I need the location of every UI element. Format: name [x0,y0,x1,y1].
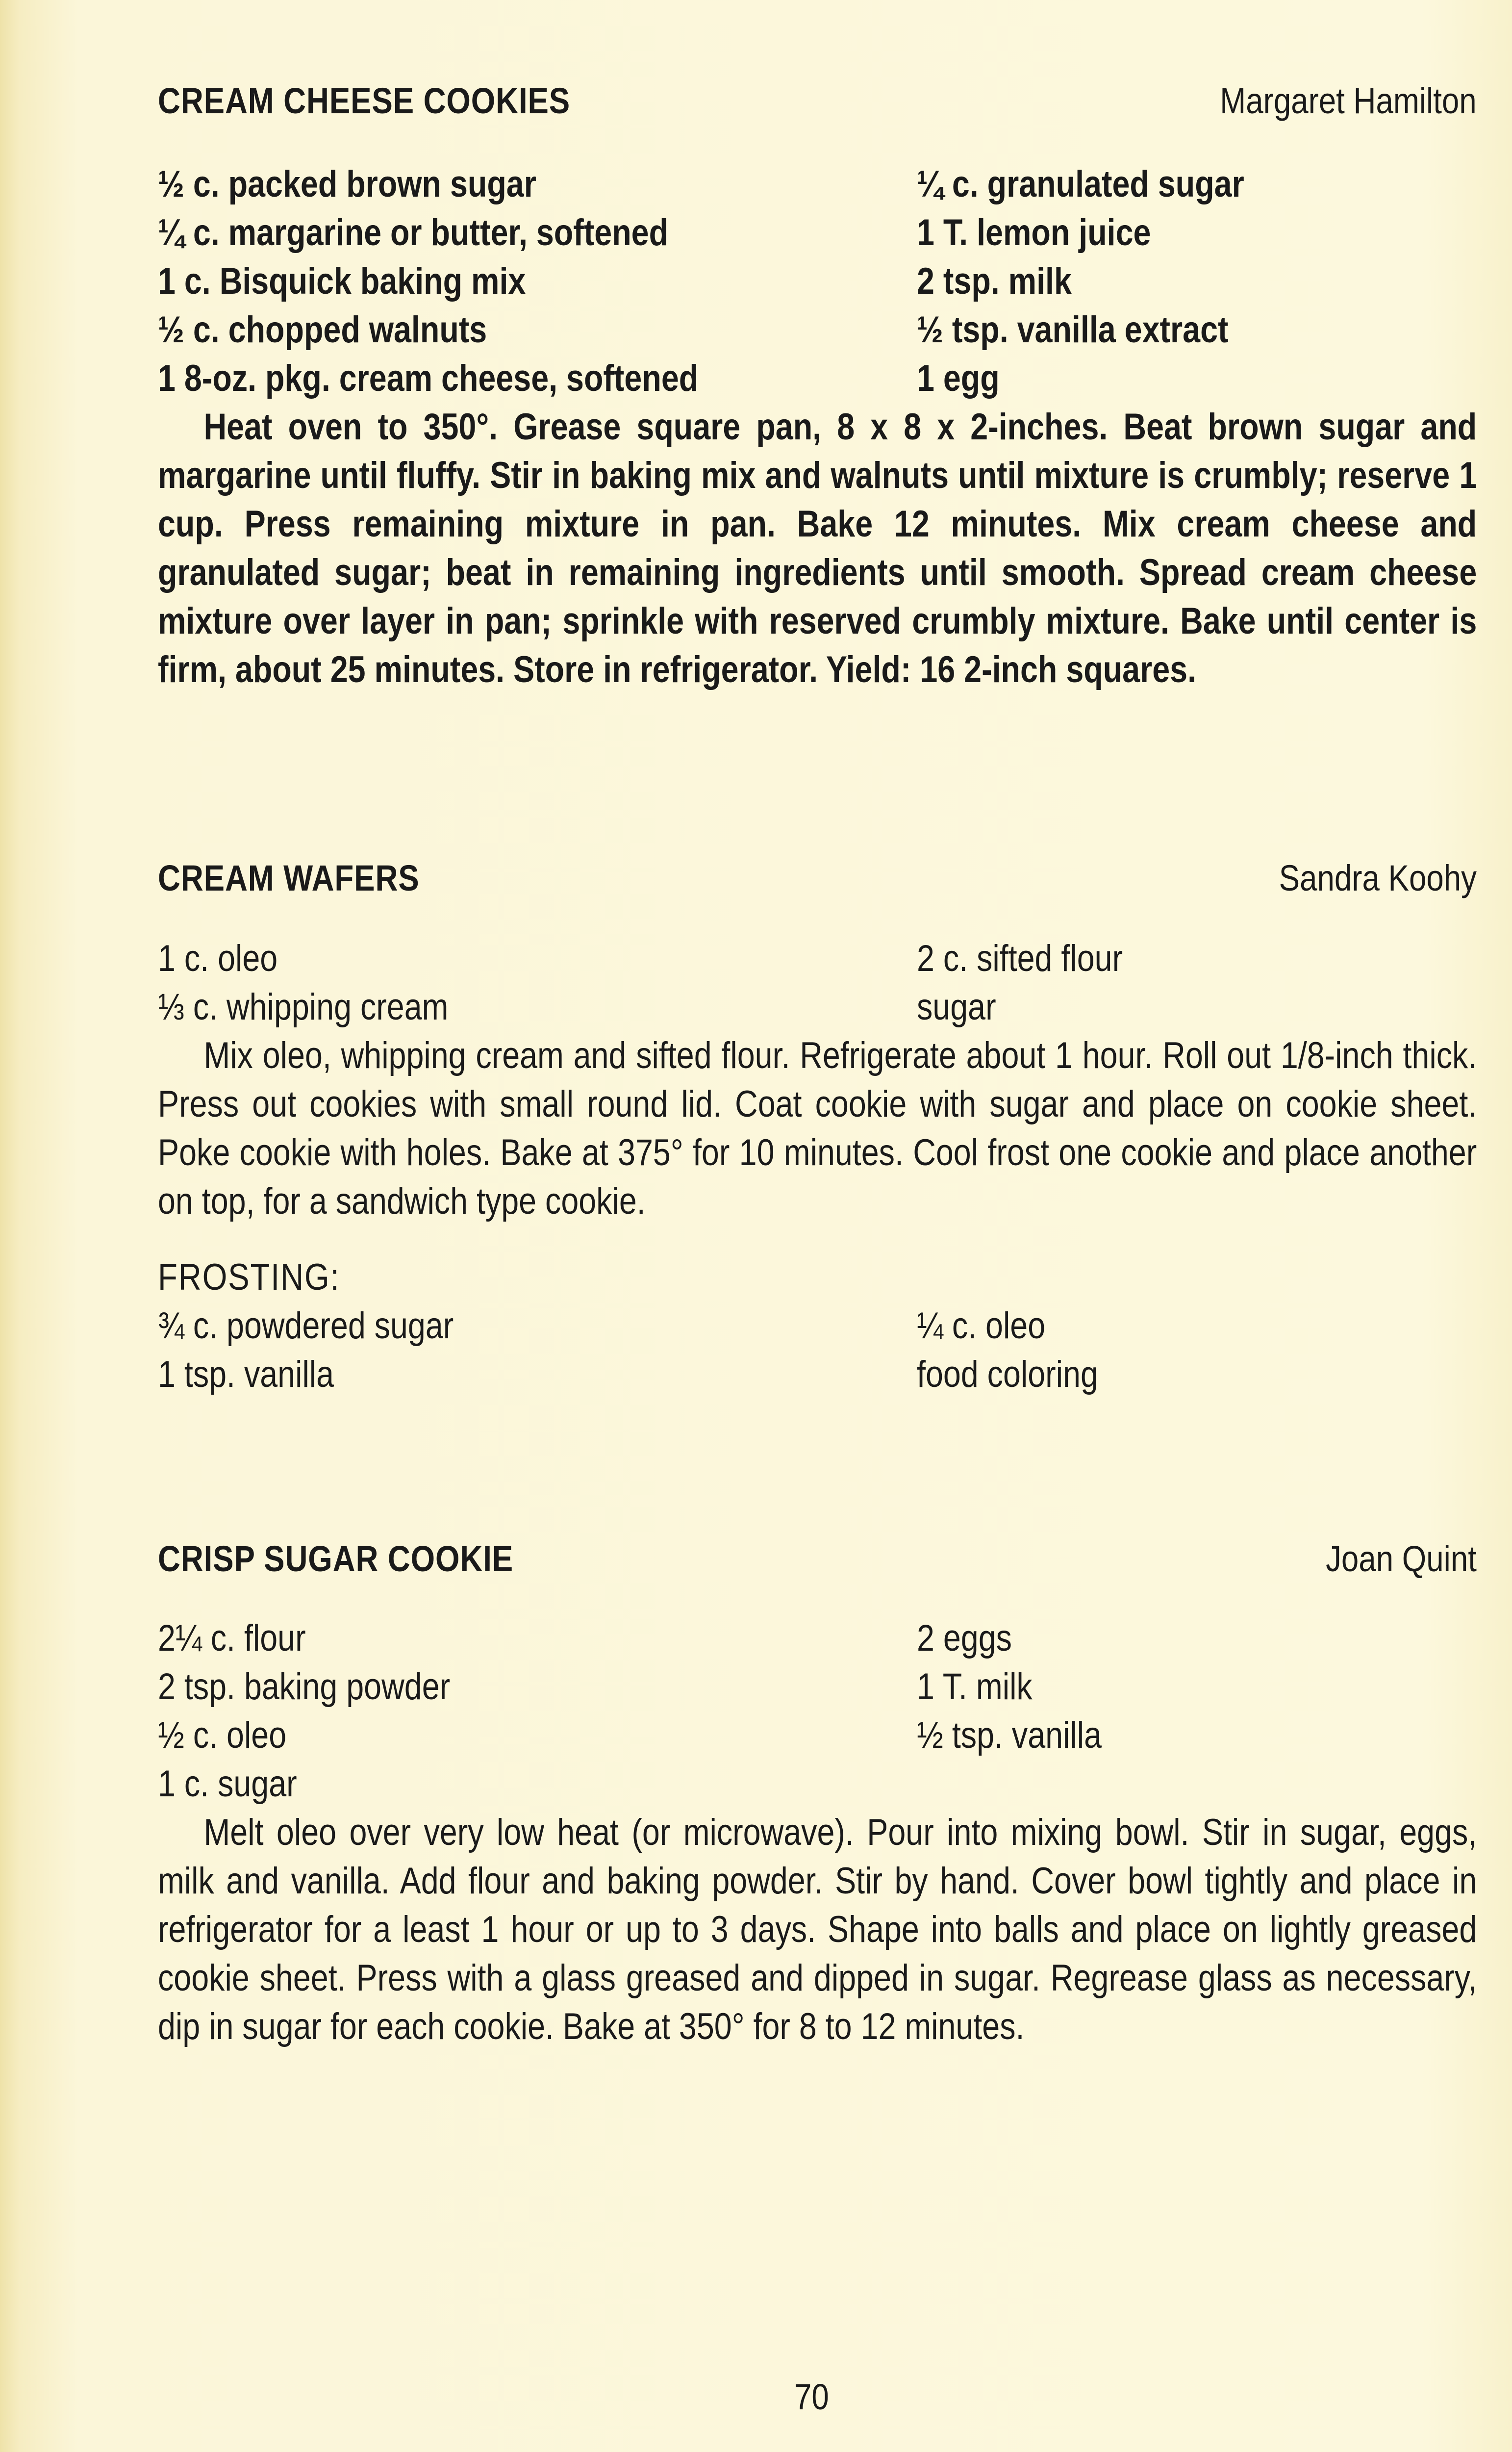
ingredient-list [158,934,1477,1031]
ingredient-list [158,1614,1477,1808]
recipe-title: CRISP SUGAR COOKIE [158,1538,514,1579]
recipe-author: Joan Quint [1326,1538,1477,1579]
ingredient: 1 T. milk [917,1666,1033,1708]
ingredient: ⅓ c. whipping cream [158,986,449,1028]
recipe-title: CREAM WAFERS [158,858,420,898]
ingredient: 1 T. lemon juice [917,212,1151,254]
ingredient: 1 egg [917,358,1000,399]
ingredient: 1 c. sugar [158,1763,297,1805]
ingredient-empty [917,1760,1393,1808]
ingredient: ½ tsp. vanilla [917,1714,1102,1756]
ingredient: 2 tsp. baking powder [158,1666,451,1708]
recipe-directions: Heat oven to 350°. Grease square pan, 8 x 8 x 2-inches. Beat brown sugar and margarine until fluffy. Stir in baking mix and walnuts until mixture is crumbly; reserve 1 cup. Press remaining mixture in pan. Bake 12 minutes. Mix cream cheese and granulated sugar; beat in remaining ingredients until smooth. Spread cream cheese mixture over layer in pan; sprinkle with reserved crumbly mixture. Bake until center is firm, about 25 minutes. Store in refrigerator. Yield: 16 2-inch squares. [158,406,1477,690]
ingredient: ¼ c. granulated sugar [917,163,1244,205]
ingredient: ¾ c. powdered sugar [158,1305,454,1347]
frosting-heading: FROSTING: [158,1256,340,1298]
ingredient: 2 eggs [917,1617,1012,1659]
recipe-cream-wafers [158,857,1477,1399]
ingredient: ½ c. chopped walnuts [158,309,487,351]
ingredient: 1 c. Bisquick baking mix [158,260,526,302]
recipe-header [158,857,1477,911]
recipe-header [158,80,1477,134]
recipe-author: Sandra Koohy [1279,858,1477,898]
ingredient: ¼ c. margarine or butter, softened [158,212,669,254]
recipe-header [158,1538,1477,1592]
recipe-author: Margaret Hamilton [1220,80,1477,121]
recipe-directions: Melt oleo over very low heat (or microwave). Pour into mixing bowl. Stir in sugar, eggs, milk and vanilla. Add flour and baking powder. Stir by hand. Cover bowl tightly and place in refrigerator for a least 1 hour or up to 3 days. Shape into balls and place on lightly greased cookie sheet. Press with a glass greased and dipped in sugar. Regrease glass as necessary, dip in sugar for each cookie. Bake at 350° for 8 to 12 minutes. [158,1812,1477,2047]
recipe-cream-cheese-cookies [158,80,1477,694]
ingredient: 2¼ c. flour [158,1617,306,1659]
frosting-ingredient-list [158,1302,1477,1399]
ingredient: ½ c. packed brown sugar [158,163,536,205]
ingredient: 2 tsp. milk [917,260,1072,302]
ingredient: 1 c. oleo [158,938,278,979]
ingredient: 2 c. sifted flour [917,938,1123,979]
ingredient: ¼ c. oleo [917,1305,1046,1347]
recipe-title: CREAM CHEESE COOKIES [158,80,571,121]
recipe-crisp-sugar-cookie [158,1538,1477,2051]
ingredient: 1 tsp. vanilla [158,1354,334,1395]
ingredient: food coloring [917,1354,1098,1395]
ingredient: ½ c. oleo [158,1714,287,1756]
ingredient: ½ tsp. vanilla extract [917,309,1229,351]
recipe-directions: Mix oleo, whipping cream and sifted flour. Refrigerate about 1 hour. Roll out 1/8-inch thick. Press out cookies with small round lid. Coat cookie with sugar and place on cookie sheet. Poke cookie with holes. Bake at 375° for 10 minutes. Cool frost one cookie and place another on top, for a sandwich type cookie. [158,1035,1477,1222]
page-number: 70 [794,2376,829,2417]
ingredient: sugar [917,986,996,1028]
ingredient-list [158,160,1477,403]
ingredient: 1 8-oz. pkg. cream cheese, softened [158,358,699,399]
